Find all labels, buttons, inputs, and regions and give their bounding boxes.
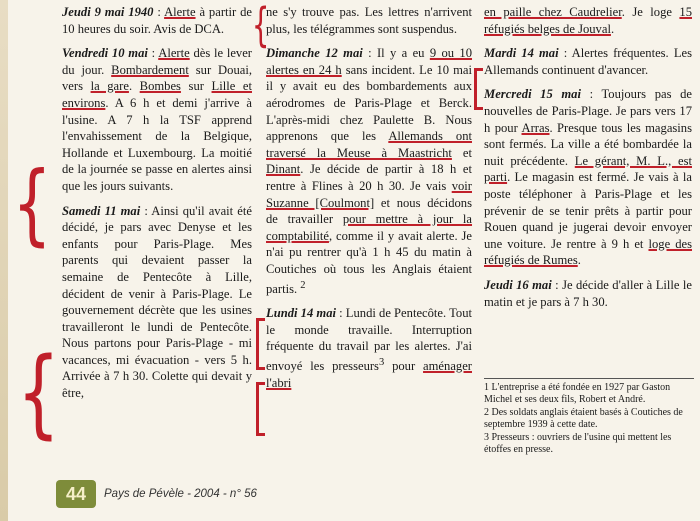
underlined-text: loge des réfugiés de Rumes [484, 236, 692, 268]
entry-dimanche-12-mai: Dimanche 12 mai : Il y a eu 9 ou 10 alertes en 24 h sans incident. Le 10 mai il y avait eu des bombardements aux aérodromes de Paris-Plage et Berck. L'après-midi chez Paulette B. Nous apprenons que les Allemands ont traversé la Meuse à Maastricht et Dinant. Je décide de partir à 18 h et rentre à Flines à 20 h 30. Je vais voir Suzanne [Coulmont] et nous décidons de travailler pour mettre à jour la comptabilité, comme il y avait alerte. Je n'ai pu rentrer qu'à 1 h 45 du matin à Coutiches où tous les Anglais étaient partis. $^2$ [266, 46, 473, 296]
footnote-3: 3 Presseurs : ouvriers de l'usine qui mettent les étoffes en presse. [484, 431, 672, 456]
underlined-text: la gare [90, 79, 129, 94]
page-edge [0, 0, 8, 521]
underlined-text: 9 ou 10 alertes en 24 h [266, 46, 473, 77]
entry-mercredi-15-mai: Mercredi 15 mai : Toujours pas de nouvelles de Paris-Plage. Je pars vers 17 h pour Arras. Presque tous les magasins sont fermés. La ville a été bombardée la nuit précédente. Le gérant, M. L., est parti. Le magasin est fermé. Je vais à la poste téléphoner à Paris-Plage et les prévenir de se tenir prêts à partir pour Rouen quand je jugerai devoir envoyer une voiture. Je rentre à 9 h et loge des réfugiés de Rumes. [484, 87, 693, 268]
footnote-ref: 3 [378, 357, 385, 369]
underlined-text: pour mettre à jour la comptabilité [266, 212, 473, 243]
column-1 [62, 4, 252, 402]
red-brace-annotation: { [12, 152, 52, 255]
underlined-text: Lille et environs [62, 79, 252, 110]
footnote-2: 2 Des soldats anglais étaient basés à Coutiches de septembre 1939 à cette date. [484, 406, 683, 431]
underlined-text: voir Suzanne [Coulmont] [266, 178, 472, 210]
underlined-text: Bombes [139, 79, 181, 94]
entry-date: Jeudi 9 mai 1940 [62, 5, 154, 19]
column-3 [484, 4, 692, 310]
underlined-text: Alerte [158, 46, 190, 61]
column-2 [266, 4, 472, 391]
page-number: 44 [56, 480, 96, 508]
entry-jeudi-9-mai: Jeudi 9 mai 1940 : Alerte à partir de 10 heures du soir. Avis de DCA. [62, 5, 252, 36]
underlined-text: en paille chez Caudrelier [484, 5, 622, 19]
continued-text: en paille chez Caudrelier. Je loge 15 réfugiés belges de Jouval. [484, 5, 692, 36]
underlined-text: aménager l'abri [266, 359, 472, 390]
entry-vendredi-10-mai: Vendredi 10 mai : Alerte dès le lever du jour. Bombardement sur Douai, vers la gare. Bombes sur Lille et environs. A 6 h et demi j'arrive à l'usine. A 7 h la TSF apprend l'envahissement de la Belgique, Hollande et Luxembourg. La moitié de la journée se passe en alertes ainsi que les jours suivants. [62, 46, 252, 193]
red-bracket-annotation [256, 318, 265, 370]
entry-date: Jeudi 16 mai [484, 277, 552, 292]
underlined-text: Alerte [164, 5, 196, 19]
journal-title: Pays de Pévèle - 2004 - n° 56 [104, 488, 257, 500]
entry-mardi-14-mai: Mardi 14 mai : Alertes fréquentes. Les Allemands continuent d'avancer. [484, 46, 692, 77]
entry-lundi-14-mai: Lundi 14 mai : Lundi de Pentecôte. Tout le monde travaille. Interruption fréquente du travail par les alertes. J'ai envoyé les presseurs$^3$ pour aménager l'abri [266, 306, 472, 390]
footnote-1: 1 L'entreprise a été fondée en 1927 par Gaston Michel et ses deux fils, Robert et André. [484, 382, 671, 406]
continued-text: ne s'y trouve pas. Les lettres n'arrivent plus, les télégrammes sont suspendus. [266, 5, 472, 36]
underlined-text: Allemands ont traversé la Meuse à Maastricht [266, 129, 472, 160]
underlined-text: 15 réfugiés belges de Jouval [484, 5, 692, 36]
red-bracket-annotation [474, 68, 483, 110]
red-bracket-annotation [256, 382, 265, 436]
entry-date: Vendredi 10 mai [62, 46, 148, 61]
underlined-text: Bombardement [111, 62, 189, 77]
underlined-text: Arras [521, 120, 550, 135]
red-brace-annotation: { [251, 0, 270, 52]
red-brace-annotation: { [17, 337, 60, 449]
entry-samedi-11-mai: Samedi 11 mai : Ainsi qu'il avait été décidé, je pars avec Denyse et les enfants pour Paris-Plage. Mes parents qui devaient passer la semaine de Pentecôte à Lille, décident de venir à Paris-Plage. Le gouvernement décrète que les usines travailleront le lundi de Pentecôte. Nous partons pour Paris-Plage - mi vacances, mi évacuation - vers 5 h. Arrivée à 7 h 30. Colette qui devait y être, [62, 203, 252, 401]
footnotes [484, 378, 694, 456]
entry-jeudi-16-mai: Jeudi 16 mai : Je décide d'aller à Lille le matin et je pars à 7 h 30. [484, 277, 692, 309]
underlined-text: Dinant [266, 162, 301, 177]
entry-date: Samedi 11 mai [62, 203, 141, 218]
footnote-ref: 2 [300, 279, 306, 291]
entry-date: Dimanche 12 mai [266, 46, 363, 61]
underlined-text: Le gérant, M. L., est parti [484, 153, 692, 185]
entry-date: Mercredi 15 mai [484, 87, 581, 102]
entry-date: Lundi 14 mai [266, 306, 336, 321]
entry-date: Mardi 14 mai [484, 46, 559, 61]
